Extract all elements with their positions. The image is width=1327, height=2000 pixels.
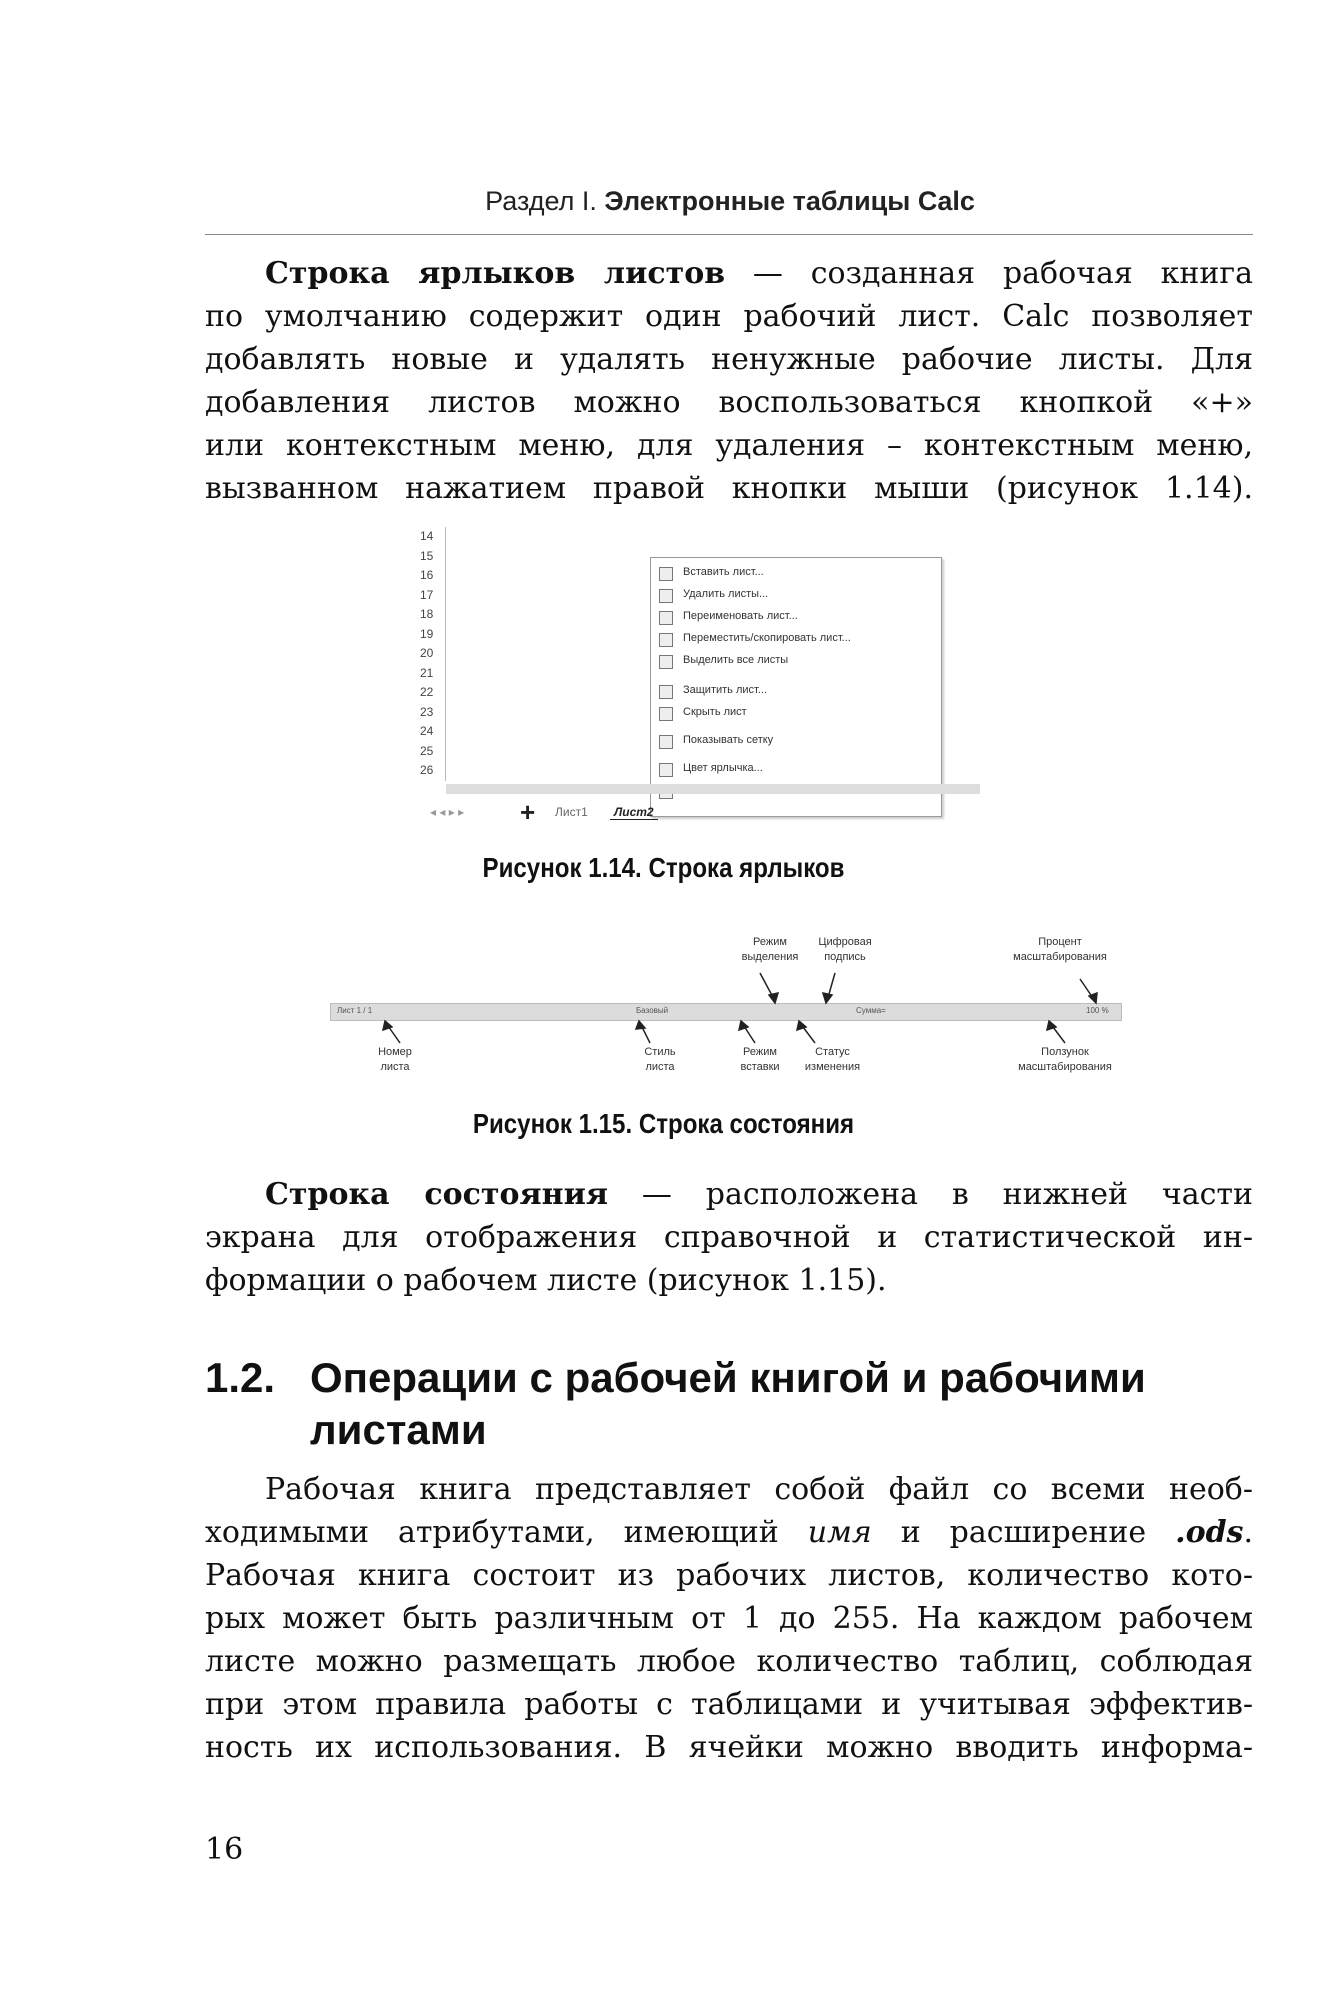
arrowhead-digital-signature bbox=[823, 993, 832, 1003]
menu-item-icon bbox=[659, 567, 673, 581]
menu-item-label: Удалить листы... bbox=[683, 588, 769, 600]
status-sheet-number[interactable]: Лист 1 / 1 bbox=[337, 1006, 373, 1015]
label-sheet-style: Стиль листа bbox=[644, 1046, 676, 1073]
row-number[interactable]: 18 bbox=[420, 607, 434, 621]
row-number[interactable]: 14 bbox=[420, 529, 434, 543]
context-menu-item[interactable] bbox=[651, 630, 941, 650]
menu-item-label: Переименовать лист... bbox=[683, 610, 798, 622]
tab-sheet1[interactable]: Лист1 bbox=[555, 805, 588, 819]
section-heading bbox=[205, 1352, 1255, 1456]
paragraph-sheet-tabs bbox=[205, 252, 1253, 510]
para1-line5: или контекстным меню, для удаления – контекстным меню, bbox=[205, 428, 1253, 463]
header-section: Раздел I. bbox=[485, 186, 597, 216]
context-menu-item[interactable] bbox=[651, 564, 941, 584]
menu-item-label: Цвет ярлычка... bbox=[683, 762, 763, 774]
section-number: 1.2. bbox=[205, 1354, 276, 1401]
context-menu bbox=[650, 557, 942, 817]
row-number[interactable]: 22 bbox=[420, 685, 434, 699]
arrowhead-insert-mode bbox=[739, 1021, 748, 1030]
row-number[interactable]: 26 bbox=[420, 763, 434, 777]
para1-term: Строка ярлыков листов bbox=[265, 256, 726, 291]
context-menu-item[interactable] bbox=[651, 608, 941, 628]
menu-item-icon bbox=[659, 611, 673, 625]
para3-line4: рых может быть различным от 1 до 255. На каждом рабочем bbox=[205, 1601, 1253, 1636]
menu-item-icon bbox=[659, 685, 673, 699]
paragraph-status-bar bbox=[205, 1173, 1253, 1302]
para3-line5: листе можно размещать любое количество таблиц, соблюдая bbox=[205, 1644, 1253, 1679]
para3-line6: при этом правила работы с таблицами и учитывая эффектив- bbox=[205, 1687, 1253, 1722]
para1-line3: добавлять новые и удалять ненужные рабочие листы. Для bbox=[205, 342, 1253, 377]
para3-line3: Рабочая книга состоит из рабочих листов, количество кото- bbox=[205, 1558, 1253, 1593]
arrowhead-sheet-style bbox=[636, 1021, 645, 1029]
figure-1-15-caption: Рисунок 1.15. Строка состояния bbox=[472, 1108, 855, 1139]
context-menu-item[interactable] bbox=[651, 682, 941, 702]
paragraph-workbook bbox=[205, 1468, 1253, 1769]
row-number[interactable]: 25 bbox=[420, 743, 434, 758]
menu-item-icon bbox=[659, 655, 673, 669]
para2-line2: экрана для отображения справочной и статистической ин- bbox=[205, 1220, 1253, 1255]
para1-line4: добавления листов можно воспользоваться кнопкой «+» bbox=[205, 385, 1253, 420]
menu-item-label: Защитить лист... bbox=[683, 684, 768, 696]
menu-item-icon bbox=[659, 707, 673, 721]
row-number[interactable]: 23 bbox=[420, 704, 434, 719]
para1-line1 bbox=[205, 252, 1253, 295]
section-title-line2: листами bbox=[310, 1406, 487, 1453]
section-title-line1: Операции с рабочей книгой и рабочими bbox=[310, 1354, 1146, 1401]
row-number[interactable]: 15 bbox=[420, 548, 434, 563]
para1-line6: вызванном нажатием правой кнопки мыши (рисунок 1.14). bbox=[205, 471, 1253, 506]
tab-sheet2[interactable]: Лист2 bbox=[610, 805, 658, 820]
para1-line1-rest: — созданная рабочая книга bbox=[725, 256, 1253, 291]
para3-name-italic: имя bbox=[807, 1515, 872, 1550]
para2-line1-rest: — расположена в нижней части bbox=[608, 1177, 1253, 1212]
context-menu-item[interactable] bbox=[651, 704, 941, 724]
row-number[interactable]: 21 bbox=[420, 665, 434, 680]
status-sheet-style[interactable]: Базовый bbox=[636, 1006, 669, 1015]
context-menu-item[interactable] bbox=[651, 732, 941, 752]
row-number[interactable]: 19 bbox=[420, 626, 434, 641]
label-zoom-percent: Процент масштабирования bbox=[1013, 936, 1107, 963]
menu-item-icon bbox=[659, 633, 673, 647]
menu-item-icon bbox=[659, 735, 673, 749]
para3-line2: ходимыми атрибутами, имеющий имя и расширение .ods. bbox=[205, 1515, 1253, 1550]
figure-status-bar bbox=[330, 935, 1130, 1095]
status-zoom-percent[interactable]: 100 % bbox=[1086, 1006, 1109, 1015]
label-zoom-slider: Ползунок масштабирования bbox=[1018, 1046, 1112, 1073]
row-number[interactable]: 16 bbox=[420, 568, 434, 582]
context-menu-item[interactable] bbox=[651, 652, 941, 672]
status-sum: Сумма= bbox=[856, 1006, 886, 1015]
arrowhead-selection-mode bbox=[769, 993, 778, 1003]
para2-term: Строка состояния bbox=[265, 1177, 609, 1212]
label-change-status: Статус изменения bbox=[804, 1046, 861, 1073]
figure-sheet-tabs bbox=[420, 527, 980, 827]
para3-extension: .ods bbox=[1175, 1515, 1244, 1550]
horizontal-scrollbar[interactable] bbox=[446, 784, 980, 794]
menu-item-label: Выделить все листы bbox=[683, 654, 789, 666]
figure-1-14-caption: Рисунок 1.14. Строка ярлыков bbox=[482, 852, 845, 883]
tab-nav-arrows[interactable]: ◂ ◂ ▸ ▸ bbox=[430, 805, 465, 819]
para3-line7: ность их использования. В ячейки можно вводить информа- bbox=[205, 1730, 1253, 1765]
label-selection-mode: Режим выделения bbox=[741, 936, 799, 963]
header-title: Электронные таблицы Calc bbox=[604, 186, 975, 216]
add-sheet-button[interactable]: + bbox=[520, 797, 536, 827]
context-menu-item[interactable] bbox=[651, 586, 941, 606]
para2-line3: формации о рабочем листе (рисунок 1.15). bbox=[205, 1263, 887, 1298]
context-menu-item[interactable] bbox=[651, 760, 941, 780]
row-number[interactable]: 24 bbox=[420, 724, 434, 738]
menu-item-icon bbox=[659, 763, 673, 777]
menu-item-label: Вставить лист... bbox=[683, 566, 764, 578]
page-number: 16 bbox=[205, 1832, 244, 1867]
running-header bbox=[205, 186, 1255, 217]
label-insert-mode: Режим вставки bbox=[740, 1046, 780, 1073]
row-number-column bbox=[420, 527, 446, 781]
label-sheet-number: Номер листа bbox=[378, 1046, 412, 1073]
row-number[interactable]: 17 bbox=[420, 587, 434, 602]
label-digital-signature: Цифровая подпись bbox=[818, 936, 872, 963]
para3-line1: Рабочая книга представляет собой файл со всеми необ- bbox=[265, 1472, 1253, 1507]
menu-item-label: Показывать сетку bbox=[683, 734, 774, 746]
menu-item-icon bbox=[659, 589, 673, 603]
sheet-tab-bar bbox=[420, 797, 980, 827]
para2-line1 bbox=[205, 1173, 1253, 1216]
header-rule bbox=[205, 234, 1253, 235]
para1-line2: по умолчанию содержит один рабочий лист. Calc позволяет bbox=[205, 299, 1253, 334]
row-number[interactable]: 20 bbox=[420, 646, 434, 660]
menu-item-label: Скрыть лист bbox=[683, 706, 747, 718]
menu-item-label: Переместить/скопировать лист... bbox=[683, 632, 851, 644]
